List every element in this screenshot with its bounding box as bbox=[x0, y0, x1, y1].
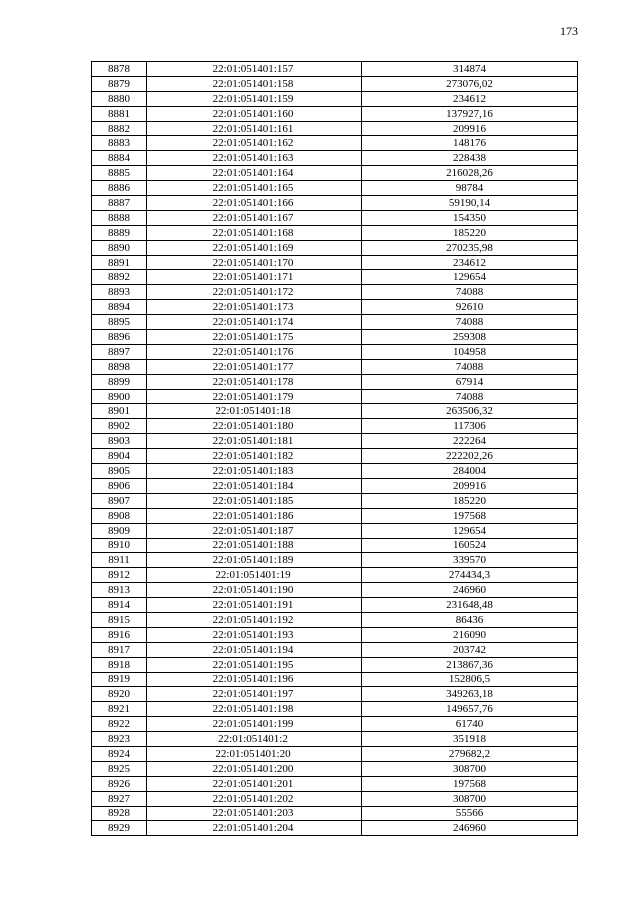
row-number-cell: 8894 bbox=[92, 300, 147, 315]
row-number-cell: 8915 bbox=[92, 612, 147, 627]
table-row bbox=[92, 672, 578, 687]
cadastral-value-cell: 308700 bbox=[362, 791, 578, 806]
cadastral-value-table bbox=[91, 61, 578, 836]
table-row bbox=[92, 62, 578, 77]
cadastral-value-cell: 216090 bbox=[362, 627, 578, 642]
cadastral-value-cell: 246960 bbox=[362, 821, 578, 836]
row-number-cell: 8923 bbox=[92, 732, 147, 747]
row-number-cell: 8882 bbox=[92, 121, 147, 136]
row-number-cell: 8891 bbox=[92, 255, 147, 270]
row-number-cell: 8896 bbox=[92, 330, 147, 345]
table-row bbox=[92, 315, 578, 330]
cadastral-value-cell: 185220 bbox=[362, 493, 578, 508]
cadastral-value-cell: 117306 bbox=[362, 419, 578, 434]
cadastral-number-cell: 22:01:051401:168 bbox=[147, 225, 362, 240]
table-row bbox=[92, 404, 578, 419]
table-row bbox=[92, 225, 578, 240]
cadastral-value-cell: 314874 bbox=[362, 62, 578, 77]
table-row bbox=[92, 374, 578, 389]
row-number-cell: 8920 bbox=[92, 687, 147, 702]
cadastral-value-cell: 152806,5 bbox=[362, 672, 578, 687]
cadastral-number-cell: 22:01:051401:186 bbox=[147, 508, 362, 523]
cadastral-value-cell: 339570 bbox=[362, 553, 578, 568]
row-number-cell: 8913 bbox=[92, 583, 147, 598]
cadastral-value-cell: 74088 bbox=[362, 389, 578, 404]
cadastral-value-cell: 92610 bbox=[362, 300, 578, 315]
table-row bbox=[92, 761, 578, 776]
table-row bbox=[92, 493, 578, 508]
table-row bbox=[92, 344, 578, 359]
cadastral-value-cell: 74088 bbox=[362, 359, 578, 374]
row-number-cell: 8927 bbox=[92, 791, 147, 806]
table-row bbox=[92, 359, 578, 374]
row-number-cell: 8901 bbox=[92, 404, 147, 419]
table-row bbox=[92, 270, 578, 285]
cadastral-number-cell: 22:01:051401:185 bbox=[147, 493, 362, 508]
row-number-cell: 8907 bbox=[92, 493, 147, 508]
cadastral-number-cell: 22:01:051401:178 bbox=[147, 374, 362, 389]
table-row bbox=[92, 255, 578, 270]
cadastral-number-cell: 22:01:051401:181 bbox=[147, 434, 362, 449]
table-row bbox=[92, 419, 578, 434]
row-number-cell: 8878 bbox=[92, 62, 147, 77]
table-row bbox=[92, 627, 578, 642]
table-row bbox=[92, 181, 578, 196]
table-row bbox=[92, 285, 578, 300]
row-number-cell: 8886 bbox=[92, 181, 147, 196]
table-row bbox=[92, 76, 578, 91]
cadastral-value-cell: 137927,16 bbox=[362, 106, 578, 121]
cadastral-number-cell: 22:01:051401:166 bbox=[147, 196, 362, 211]
table-row bbox=[92, 196, 578, 211]
cadastral-value-cell: 185220 bbox=[362, 225, 578, 240]
table-row bbox=[92, 806, 578, 821]
table-row bbox=[92, 746, 578, 761]
cadastral-number-cell: 22:01:051401:159 bbox=[147, 91, 362, 106]
cadastral-value-cell: 222264 bbox=[362, 434, 578, 449]
table-row bbox=[92, 508, 578, 523]
table-row bbox=[92, 464, 578, 479]
cadastral-number-cell: 22:01:051401:158 bbox=[147, 76, 362, 91]
cadastral-number-cell: 22:01:051401:202 bbox=[147, 791, 362, 806]
cadastral-value-cell: 216028,26 bbox=[362, 166, 578, 181]
cadastral-value-cell: 259308 bbox=[362, 330, 578, 345]
cadastral-value-cell: 213867,36 bbox=[362, 657, 578, 672]
cadastral-number-cell: 22:01:051401:160 bbox=[147, 106, 362, 121]
row-number-cell: 8912 bbox=[92, 568, 147, 583]
cadastral-number-cell: 22:01:051401:169 bbox=[147, 240, 362, 255]
cadastral-number-cell: 22:01:051401:195 bbox=[147, 657, 362, 672]
cadastral-value-cell: 222202,26 bbox=[362, 449, 578, 464]
row-number-cell: 8892 bbox=[92, 270, 147, 285]
table-row bbox=[92, 523, 578, 538]
cadastral-number-cell: 22:01:051401:157 bbox=[147, 62, 362, 77]
row-number-cell: 8916 bbox=[92, 627, 147, 642]
table-row bbox=[92, 166, 578, 181]
row-number-cell: 8905 bbox=[92, 464, 147, 479]
cadastral-number-cell: 22:01:051401:2 bbox=[147, 732, 362, 747]
cadastral-value-cell: 86436 bbox=[362, 612, 578, 627]
table-row bbox=[92, 821, 578, 836]
row-number-cell: 8898 bbox=[92, 359, 147, 374]
table-row bbox=[92, 210, 578, 225]
row-number-cell: 8928 bbox=[92, 806, 147, 821]
row-number-cell: 8929 bbox=[92, 821, 147, 836]
table-row bbox=[92, 91, 578, 106]
cadastral-number-cell: 22:01:051401:189 bbox=[147, 553, 362, 568]
cadastral-number-cell: 22:01:051401:172 bbox=[147, 285, 362, 300]
row-number-cell: 8909 bbox=[92, 523, 147, 538]
table-row bbox=[92, 434, 578, 449]
cadastral-value-cell: 246960 bbox=[362, 583, 578, 598]
row-number-cell: 8885 bbox=[92, 166, 147, 181]
row-number-cell: 8921 bbox=[92, 702, 147, 717]
cadastral-value-cell: 308700 bbox=[362, 761, 578, 776]
cadastral-value-cell: 59190,14 bbox=[362, 196, 578, 211]
cadastral-value-cell: 231648,48 bbox=[362, 598, 578, 613]
cadastral-number-cell: 22:01:051401:197 bbox=[147, 687, 362, 702]
cadastral-number-cell: 22:01:051401:190 bbox=[147, 583, 362, 598]
cadastral-value-cell: 209916 bbox=[362, 478, 578, 493]
cadastral-number-cell: 22:01:051401:203 bbox=[147, 806, 362, 821]
cadastral-value-cell: 74088 bbox=[362, 285, 578, 300]
table-row bbox=[92, 478, 578, 493]
cadastral-value-cell: 197568 bbox=[362, 508, 578, 523]
cadastral-number-cell: 22:01:051401:204 bbox=[147, 821, 362, 836]
cadastral-number-cell: 22:01:051401:200 bbox=[147, 761, 362, 776]
row-number-cell: 8924 bbox=[92, 746, 147, 761]
row-number-cell: 8910 bbox=[92, 538, 147, 553]
table-row bbox=[92, 553, 578, 568]
cadastral-value-cell: 234612 bbox=[362, 91, 578, 106]
row-number-cell: 8883 bbox=[92, 136, 147, 151]
table-row bbox=[92, 136, 578, 151]
row-number-cell: 8917 bbox=[92, 642, 147, 657]
cadastral-value-cell: 197568 bbox=[362, 776, 578, 791]
cadastral-number-cell: 22:01:051401:171 bbox=[147, 270, 362, 285]
row-number-cell: 8918 bbox=[92, 657, 147, 672]
cadastral-value-cell: 160524 bbox=[362, 538, 578, 553]
row-number-cell: 8908 bbox=[92, 508, 147, 523]
table-row bbox=[92, 612, 578, 627]
row-number-cell: 8919 bbox=[92, 672, 147, 687]
row-number-cell: 8884 bbox=[92, 151, 147, 166]
row-number-cell: 8925 bbox=[92, 761, 147, 776]
cadastral-value-cell: 129654 bbox=[362, 270, 578, 285]
table-row bbox=[92, 151, 578, 166]
row-number-cell: 8914 bbox=[92, 598, 147, 613]
cadastral-number-cell: 22:01:051401:176 bbox=[147, 344, 362, 359]
cadastral-number-cell: 22:01:051401:187 bbox=[147, 523, 362, 538]
cadastral-number-cell: 22:01:051401:19 bbox=[147, 568, 362, 583]
row-number-cell: 8922 bbox=[92, 717, 147, 732]
cadastral-number-cell: 22:01:051401:193 bbox=[147, 627, 362, 642]
cadastral-number-cell: 22:01:051401:164 bbox=[147, 166, 362, 181]
table-row bbox=[92, 300, 578, 315]
cadastral-value-cell: 234612 bbox=[362, 255, 578, 270]
cadastral-value-cell: 61740 bbox=[362, 717, 578, 732]
cadastral-number-cell: 22:01:051401:183 bbox=[147, 464, 362, 479]
cadastral-number-cell: 22:01:051401:174 bbox=[147, 315, 362, 330]
cadastral-value-cell: 98784 bbox=[362, 181, 578, 196]
row-number-cell: 8900 bbox=[92, 389, 147, 404]
cadastral-value-cell: 154350 bbox=[362, 210, 578, 225]
cadastral-number-cell: 22:01:051401:167 bbox=[147, 210, 362, 225]
table-row bbox=[92, 389, 578, 404]
cadastral-value-cell: 67914 bbox=[362, 374, 578, 389]
cadastral-value-cell: 148176 bbox=[362, 136, 578, 151]
row-number-cell: 8895 bbox=[92, 315, 147, 330]
table-row bbox=[92, 568, 578, 583]
cadastral-number-cell: 22:01:051401:170 bbox=[147, 255, 362, 270]
cadastral-number-cell: 22:01:051401:179 bbox=[147, 389, 362, 404]
row-number-cell: 8904 bbox=[92, 449, 147, 464]
cadastral-number-cell: 22:01:051401:192 bbox=[147, 612, 362, 627]
cadastral-number-cell: 22:01:051401:177 bbox=[147, 359, 362, 374]
cadastral-value-cell: 270235,98 bbox=[362, 240, 578, 255]
table-body bbox=[92, 62, 578, 836]
cadastral-value-cell: 279682,2 bbox=[362, 746, 578, 761]
table-row bbox=[92, 538, 578, 553]
table-row bbox=[92, 791, 578, 806]
cadastral-value-cell: 55566 bbox=[362, 806, 578, 821]
row-number-cell: 8879 bbox=[92, 76, 147, 91]
row-number-cell: 8899 bbox=[92, 374, 147, 389]
cadastral-number-cell: 22:01:051401:199 bbox=[147, 717, 362, 732]
table-row bbox=[92, 449, 578, 464]
cadastral-value-cell: 74088 bbox=[362, 315, 578, 330]
cadastral-number-cell: 22:01:051401:201 bbox=[147, 776, 362, 791]
table-row bbox=[92, 642, 578, 657]
row-number-cell: 8911 bbox=[92, 553, 147, 568]
row-number-cell: 8897 bbox=[92, 344, 147, 359]
table-row bbox=[92, 776, 578, 791]
cadastral-value-cell: 104958 bbox=[362, 344, 578, 359]
table-row bbox=[92, 240, 578, 255]
cadastral-number-cell: 22:01:051401:180 bbox=[147, 419, 362, 434]
row-number-cell: 8902 bbox=[92, 419, 147, 434]
table-row bbox=[92, 702, 578, 717]
table-row bbox=[92, 106, 578, 121]
cadastral-value-cell: 273076,02 bbox=[362, 76, 578, 91]
row-number-cell: 8888 bbox=[92, 210, 147, 225]
table-row bbox=[92, 598, 578, 613]
cadastral-number-cell: 22:01:051401:165 bbox=[147, 181, 362, 196]
cadastral-value-cell: 209916 bbox=[362, 121, 578, 136]
row-number-cell: 8903 bbox=[92, 434, 147, 449]
row-number-cell: 8889 bbox=[92, 225, 147, 240]
cadastral-number-cell: 22:01:051401:163 bbox=[147, 151, 362, 166]
cadastral-number-cell: 22:01:051401:18 bbox=[147, 404, 362, 419]
table-row bbox=[92, 330, 578, 345]
cadastral-number-cell: 22:01:051401:188 bbox=[147, 538, 362, 553]
cadastral-number-cell: 22:01:051401:196 bbox=[147, 672, 362, 687]
cadastral-value-cell: 129654 bbox=[362, 523, 578, 538]
row-number-cell: 8887 bbox=[92, 196, 147, 211]
row-number-cell: 8890 bbox=[92, 240, 147, 255]
cadastral-number-cell: 22:01:051401:162 bbox=[147, 136, 362, 151]
row-number-cell: 8906 bbox=[92, 478, 147, 493]
row-number-cell: 8926 bbox=[92, 776, 147, 791]
row-number-cell: 8880 bbox=[92, 91, 147, 106]
row-number-cell: 8893 bbox=[92, 285, 147, 300]
cadastral-number-cell: 22:01:051401:194 bbox=[147, 642, 362, 657]
table-row bbox=[92, 687, 578, 702]
cadastral-value-cell: 349263,18 bbox=[362, 687, 578, 702]
cadastral-value-cell: 274434,3 bbox=[362, 568, 578, 583]
cadastral-number-cell: 22:01:051401:191 bbox=[147, 598, 362, 613]
cadastral-number-cell: 22:01:051401:198 bbox=[147, 702, 362, 717]
cadastral-value-cell: 203742 bbox=[362, 642, 578, 657]
page-number: 173 bbox=[560, 24, 578, 38]
table-row bbox=[92, 732, 578, 747]
table-row bbox=[92, 657, 578, 672]
table-row bbox=[92, 717, 578, 732]
cadastral-value-cell: 263506,32 bbox=[362, 404, 578, 419]
table-row bbox=[92, 121, 578, 136]
cadastral-number-cell: 22:01:051401:184 bbox=[147, 478, 362, 493]
cadastral-value-cell: 149657,76 bbox=[362, 702, 578, 717]
cadastral-value-cell: 284004 bbox=[362, 464, 578, 479]
cadastral-number-cell: 22:01:051401:161 bbox=[147, 121, 362, 136]
cadastral-number-cell: 22:01:051401:173 bbox=[147, 300, 362, 315]
cadastral-value-cell: 228438 bbox=[362, 151, 578, 166]
table-row bbox=[92, 583, 578, 598]
row-number-cell: 8881 bbox=[92, 106, 147, 121]
cadastral-number-cell: 22:01:051401:20 bbox=[147, 746, 362, 761]
cadastral-value-cell: 351918 bbox=[362, 732, 578, 747]
cadastral-number-cell: 22:01:051401:175 bbox=[147, 330, 362, 345]
cadastral-number-cell: 22:01:051401:182 bbox=[147, 449, 362, 464]
